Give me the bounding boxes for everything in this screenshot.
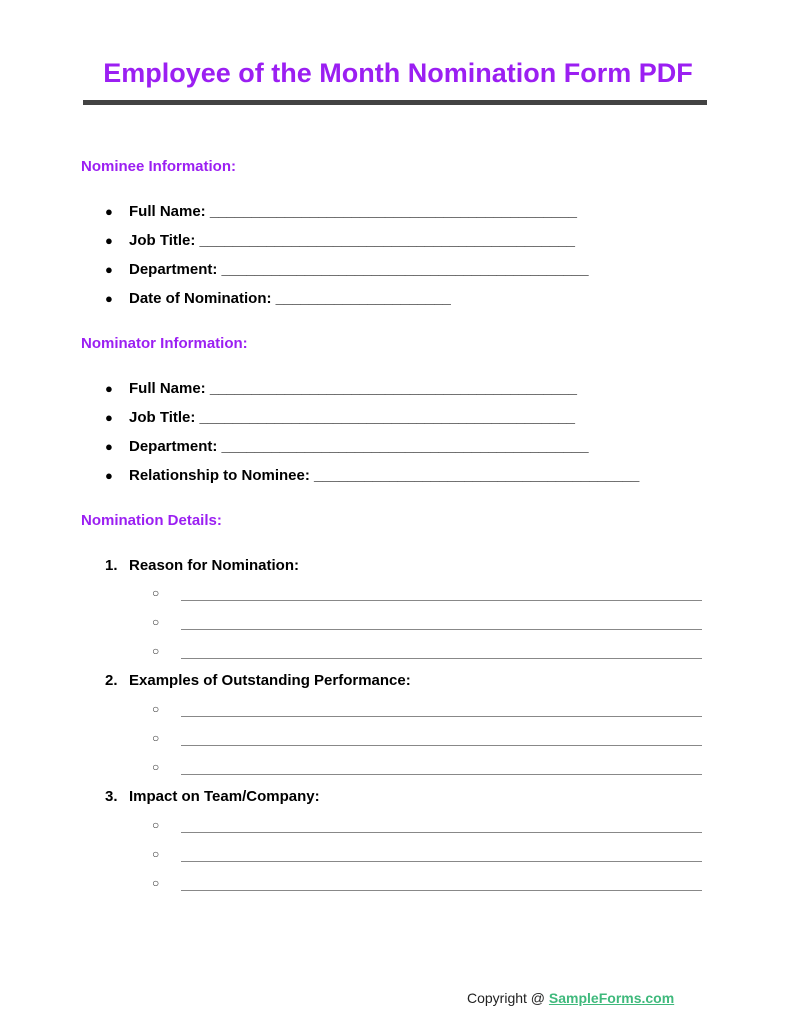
bullet-icon: ●	[105, 291, 113, 306]
impact-line-2[interactable]	[152, 847, 702, 863]
examples-line-2[interactable]	[152, 731, 702, 747]
examples-line-1[interactable]	[152, 702, 702, 718]
detail-item-impact: 3. Impact on Team/Company:	[105, 788, 320, 805]
bullet-icon: ●	[105, 410, 113, 425]
detail-item-reason: 1. Reason for Nomination:	[105, 557, 300, 574]
reason-line-3[interactable]	[152, 644, 702, 660]
bullet-icon: ●	[105, 439, 113, 454]
bullet-icon: ●	[105, 381, 113, 396]
nominee-job-title-field[interactable]: ● Job Title: _____________________________________________	[105, 232, 575, 249]
sampleforms-link[interactable]: SampleForms.com	[548, 990, 675, 1006]
bullet-icon: ●	[105, 262, 113, 277]
nominator-relationship-field[interactable]: ● Relationship to Nominee: _______________________________________	[105, 467, 640, 484]
circle-bullet-icon: ○	[152, 615, 160, 629]
impact-line-3[interactable]	[152, 876, 702, 892]
circle-bullet-icon: ○	[152, 760, 160, 774]
section-heading-details: Nomination Details:	[81, 512, 222, 529]
nominee-full-name-field[interactable]: ● Full Name: ____________________________________________	[105, 203, 577, 220]
impact-line-1[interactable]	[152, 818, 702, 834]
section-heading-nominator: Nominator Information:	[81, 335, 248, 352]
circle-bullet-icon: ○	[152, 702, 160, 716]
examples-line-3[interactable]	[152, 760, 702, 776]
bullet-icon: ●	[105, 468, 113, 483]
bullet-icon: ●	[105, 204, 113, 219]
copyright-footer: Copyright @ SampleForms.com	[467, 990, 675, 1006]
detail-item-examples: 2. Examples of Outstanding Performance:	[105, 672, 411, 689]
reason-line-2[interactable]	[152, 615, 702, 631]
nominee-department-field[interactable]: ● Department: ____________________________________________	[105, 261, 589, 278]
circle-bullet-icon: ○	[152, 818, 160, 832]
title-divider	[83, 100, 707, 105]
nominee-date-field[interactable]: ● Date of Nomination: _____________________	[105, 290, 451, 307]
circle-bullet-icon: ○	[152, 644, 160, 658]
section-heading-nominee: Nominee Information:	[81, 158, 237, 175]
circle-bullet-icon: ○	[152, 731, 160, 745]
circle-bullet-icon: ○	[152, 847, 160, 861]
page-title: Employee of the Month Nomination Form PDF	[103, 58, 693, 88]
reason-line-1[interactable]	[152, 586, 702, 602]
bullet-icon: ●	[105, 233, 113, 248]
circle-bullet-icon: ○	[152, 876, 160, 890]
nominator-department-field[interactable]: ● Department: ____________________________________________	[105, 438, 589, 455]
nominator-job-title-field[interactable]: ● Job Title: _____________________________________________	[105, 409, 575, 426]
nominator-full-name-field[interactable]: ● Full Name: ____________________________________________	[105, 380, 577, 397]
circle-bullet-icon: ○	[152, 586, 160, 600]
